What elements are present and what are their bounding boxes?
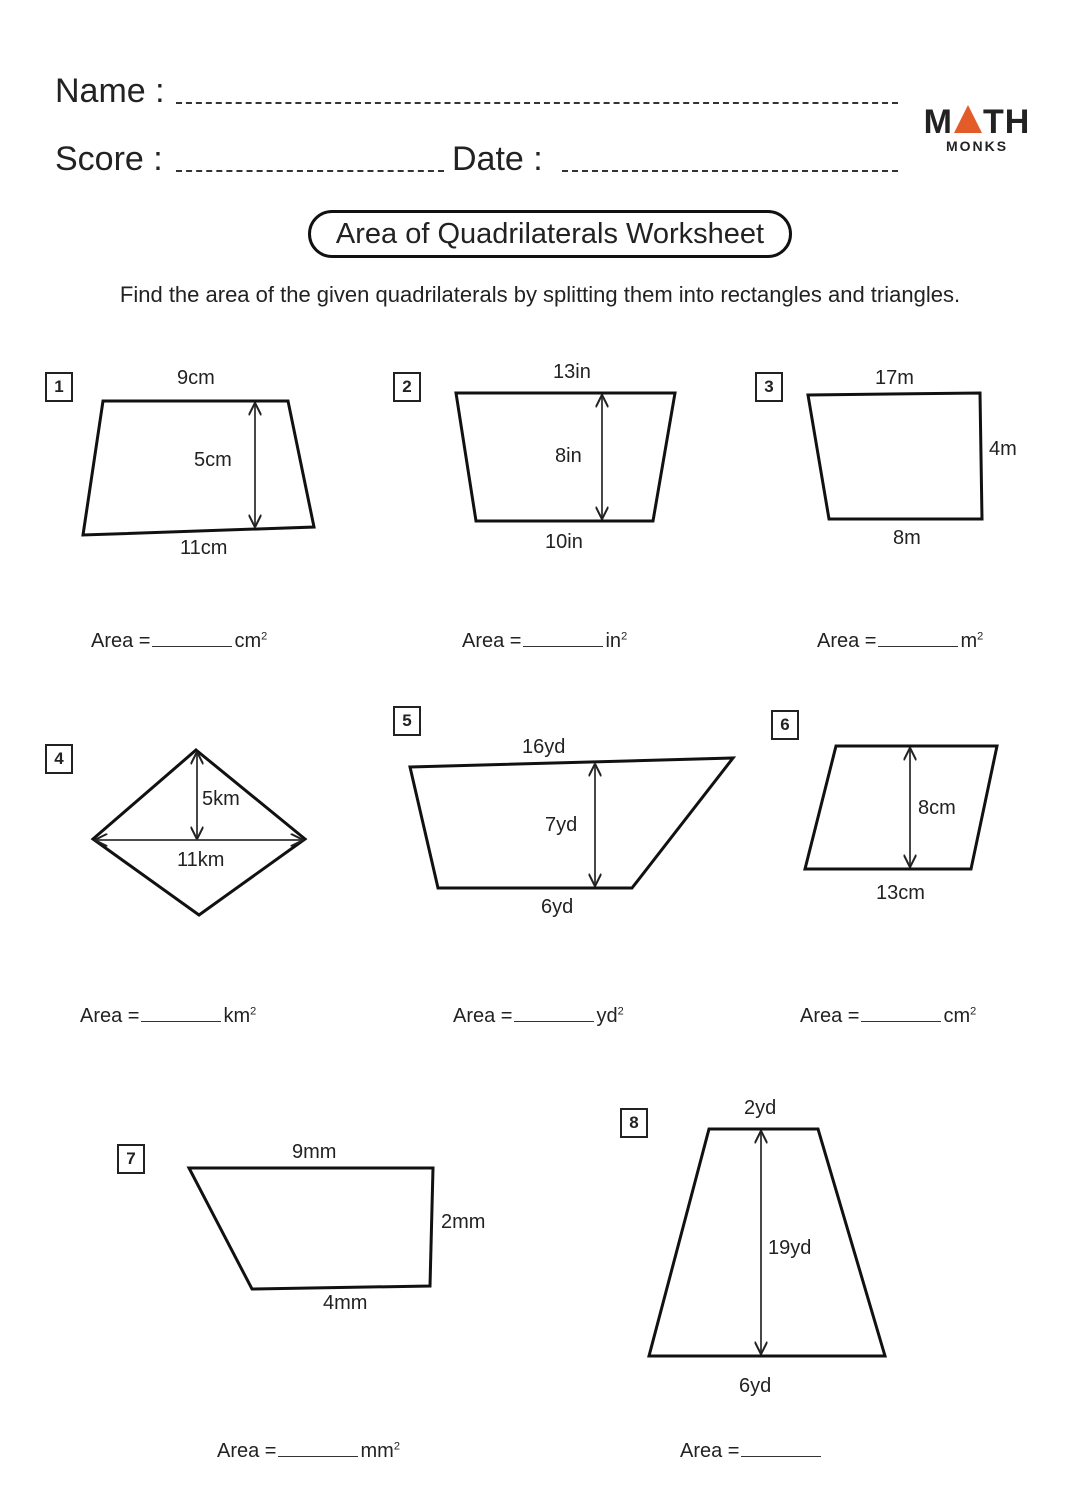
label-bottom-7: 4mm [323,1292,368,1314]
area-label: Area = [80,1005,140,1027]
label-top-7: 9mm [292,1141,337,1163]
area-answer-1 [91,630,267,653]
label-height-8: 19yd [768,1237,812,1259]
label-bottom-8: 6yd [739,1375,772,1397]
area-answer-3 [817,630,983,653]
shape-6 [805,746,997,869]
problem-number-6: 6 [771,710,799,740]
problem-number-8: 8 [620,1108,648,1138]
score-label: Score : [55,140,163,178]
area-unit: in [605,630,622,652]
answer-blank[interactable] [878,645,958,647]
problem-number-2: 2 [393,372,421,402]
label-top-5: 16yd [522,736,566,758]
area-answer-6 [800,1005,976,1028]
logo-text-th: TH [983,103,1031,141]
answer-blank[interactable] [741,1455,821,1457]
area-label: Area = [217,1440,277,1462]
answer-blank[interactable] [141,1020,221,1022]
area-unit: mm [360,1440,394,1462]
label-top-3: 17m [875,367,914,389]
shape-7 [189,1168,433,1289]
problem-number-4: 4 [45,744,73,774]
date-label: Date : [452,140,543,178]
label-side-7: 2mm [441,1211,486,1233]
answer-blank[interactable] [152,645,232,647]
area-answer-5 [453,1005,624,1028]
area-unit-exponent: 2 [393,1440,400,1453]
label-top-2: 13in [553,361,591,383]
shape-8 [649,1129,885,1356]
area-unit: yd [596,1005,618,1027]
area-label: Area = [817,630,877,652]
label-bottom-1: 11cm [180,537,228,559]
answer-blank[interactable] [514,1020,594,1022]
area-unit-exponent: 2 [250,1005,257,1018]
area-label: Area = [453,1005,513,1027]
problem-number-7: 7 [117,1144,145,1174]
label-height-2: 8in [555,445,582,467]
shape-3 [808,393,982,519]
area-unit: cm [943,1005,971,1027]
area-unit-exponent: 2 [261,630,268,643]
answer-blank[interactable] [861,1020,941,1022]
label-height-5: 7yd [545,814,578,836]
label-bottom-6: 13cm [876,882,925,904]
area-answer-4 [80,1005,256,1028]
label-bottom-2: 10in [545,531,583,553]
label-bottom-3: 8m [893,527,921,549]
area-unit-exponent: 2 [621,630,628,643]
logo-subtext: MONKS [945,138,1009,154]
area-answer-2 [462,630,627,653]
worksheet-title: Area of Quadrilaterals Worksheet [308,210,792,258]
area-label: Area = [462,630,522,652]
instructions: Find the area of the given quadrilaterals by splitting them into rectangles and triangles. [119,282,961,307]
logo-text-m: M [923,103,953,141]
problem-number-3: 3 [755,372,783,402]
area-answer-7 [217,1440,400,1463]
area-answer-8 [680,1440,823,1463]
label-top-8: 2yd [744,1097,777,1119]
label-height-1: 5cm [194,449,232,471]
shape-4 [93,750,305,915]
problem-number-1: 1 [45,372,73,402]
label-top-1: 9cm [177,367,215,389]
area-label: Area = [800,1005,860,1027]
answer-blank[interactable] [278,1455,358,1457]
area-unit-exponent: 2 [977,630,984,643]
area-unit: cm [234,630,262,652]
area-unit-exponent: 2 [970,1005,977,1018]
label-side-3: 4m [989,438,1017,460]
label-height-6: 8cm [918,797,956,819]
label-diag-vertical-4: 5km [202,788,240,810]
area-label: Area = [680,1440,740,1462]
label-diag-horizontal-4: 11km [177,849,225,871]
area-unit: m [960,630,978,652]
area-unit: km [223,1005,251,1027]
area-unit-exponent: 2 [617,1005,624,1018]
answer-blank[interactable] [523,645,603,647]
label-bottom-5: 6yd [541,896,574,918]
name-label: Name : [55,72,165,110]
area-label: Area = [91,630,151,652]
problem-number-5: 5 [393,706,421,736]
